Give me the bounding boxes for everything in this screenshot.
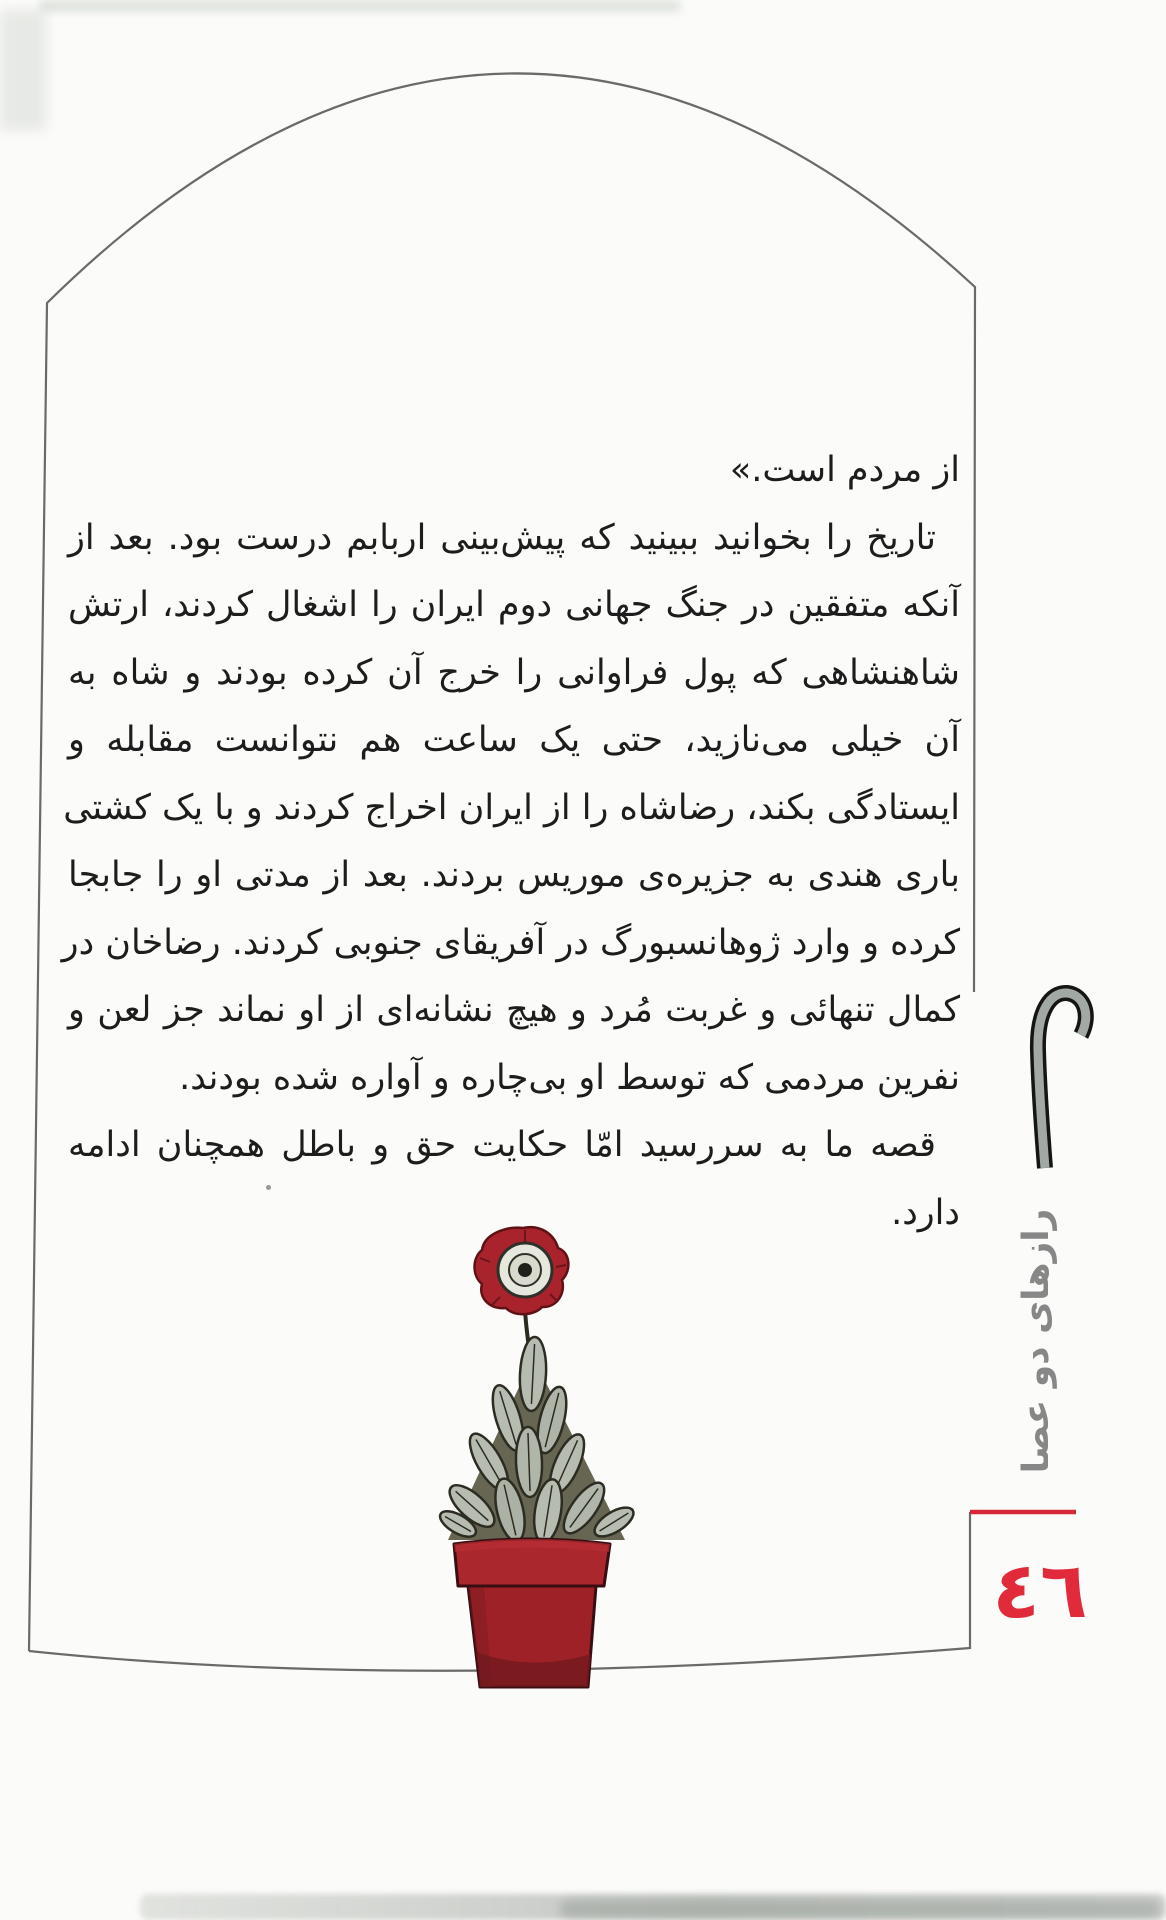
bottom-border xyxy=(29,1648,970,1671)
story-text-line: قصه ما به سررسید امّا حکایت حق و باطل همچنان ادامه xyxy=(68,1125,936,1165)
cane-outline xyxy=(1038,993,1086,1168)
story-text-line: کرده و وارد ژوهانسبورگ در آفریقای جنوبی کردند. رضاخان در xyxy=(61,922,960,963)
sidebar-book-title: رازهای دو عصا xyxy=(1016,1208,1057,1474)
cane-body xyxy=(1038,993,1086,1168)
flower-pot-illustration xyxy=(430,1222,670,1697)
leaf-cluster xyxy=(436,1336,638,1544)
scan-artifact-corner xyxy=(0,10,46,130)
story-text-line: از مردم است.» xyxy=(729,450,960,490)
flower-pot xyxy=(454,1539,610,1687)
flower-stem xyxy=(525,1310,530,1356)
story-text-line: باری هندی به جزیره‌ی موریس بردند. بعد از مدتی او را جابجا xyxy=(68,855,960,895)
scan-artifact-bottom-2 xyxy=(560,1900,1160,1918)
scan-artifact-top xyxy=(40,0,680,12)
story-text-line: آنکه متفقین در جنگ جهانی دوم ایران را اشغال کردند، ارتش xyxy=(68,585,960,625)
story-text-line: ایستادگی بکند، رضاشاه را از ایران اخراج کردند و با یک کشتی xyxy=(63,787,960,828)
story-text-line: کمال تنهائی و غربت مُرد و هیچ نشانه‌ای از او نماند جز لعن و xyxy=(68,990,960,1030)
story-text-line: دارد. xyxy=(891,1192,960,1233)
story-text-line: تاریخ را بخوانید ببینید که پیش‌بینی اربابم درست بود. بعد از xyxy=(68,517,936,558)
story-text xyxy=(61,437,960,1247)
scan-artifact-bottom xyxy=(140,1894,1166,1920)
story-text-line: نفرین مردمی که توسط او بی‌چاره و آواره شده بودند. xyxy=(179,1057,960,1098)
page-number: ٤٦ xyxy=(992,1546,1088,1636)
story-text-line: شاهنشاهی که پول فراوانی را خرج آن کرده بودند و شاه به xyxy=(68,652,960,693)
cane-icon xyxy=(1005,980,1115,1180)
story-text-line: آن خیلی می‌نازید، حتی یک ساعت هم نتوانست مقابله و xyxy=(68,720,960,760)
